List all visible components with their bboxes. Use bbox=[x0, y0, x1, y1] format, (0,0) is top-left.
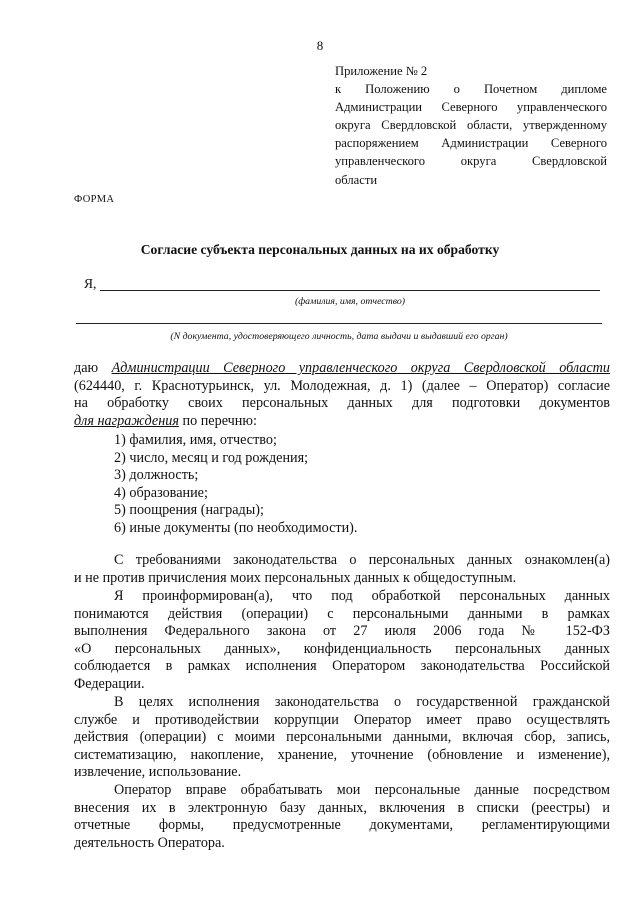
consent-paragraph bbox=[74, 360, 610, 430]
form-label: ФОРМА bbox=[74, 194, 115, 205]
appendix-line: к Положению о Почетном дипломе bbox=[335, 82, 607, 97]
list-item: 2) число, месяц и год рождения; bbox=[114, 449, 309, 466]
appendix-line: округа Свердловской области, утвержденному bbox=[335, 118, 607, 133]
paragraph-anticorruption bbox=[74, 694, 610, 782]
name-fill-line[interactable] bbox=[100, 290, 600, 291]
paragraph-line: действия (операции) с моими персональными данными, включая сбор, запись, bbox=[74, 729, 610, 746]
consent-line: (624440, г. Краснотурьинск, ул. Молодежная, д. 1) (далее – Оператор) согласие bbox=[74, 377, 610, 394]
paragraph-line: выполнения Федерального закона от 27 июля 2006 года № 152-ФЗ bbox=[74, 623, 610, 640]
consent-verb: даю bbox=[74, 360, 99, 376]
paragraph-informed bbox=[74, 588, 610, 694]
paragraph-line: Оператор вправе обрабатывать мои персональные данные посредством bbox=[114, 782, 610, 798]
paragraph-line: систематизацию, накопление, хранение, уточнение (обновление и изменение), bbox=[74, 746, 610, 763]
consent-purpose: для награждения bbox=[74, 412, 179, 429]
paragraph-line: деятельность Оператора. bbox=[74, 834, 225, 851]
paragraph-line: «О персональных данных», конфиденциальность персональных данных bbox=[74, 640, 610, 657]
consent-line: на обработку своих персональных данных для подготовки документов bbox=[74, 395, 610, 412]
appendix-line: Приложение № 2 bbox=[335, 64, 428, 78]
consent-line: по перечню: bbox=[182, 412, 257, 429]
page-number: 8 bbox=[316, 38, 324, 53]
list-item: 4) образование; bbox=[114, 484, 208, 501]
name-caption: (фамилия, имя, отчество) bbox=[294, 296, 406, 307]
list-item: 1) фамилия, имя, отчество; bbox=[114, 432, 277, 448]
appendix-block bbox=[335, 62, 607, 189]
paragraph-line: службе и противодействии коррупции Оператор имеет право осуществлять bbox=[74, 711, 610, 728]
paragraph-line: С требованиями законодательства о персональных данных ознакомлен(а) bbox=[114, 552, 610, 568]
list-item: 6) иные документы (по необходимости). bbox=[114, 519, 358, 536]
applicant-prefix: Я, bbox=[84, 276, 97, 291]
document-caption: (N документа, удостоверяющего личность, дата выдачи и выдавший его орган) bbox=[170, 331, 508, 342]
paragraph-database bbox=[74, 782, 610, 852]
paragraph-line: и не против причисления моих персональных данных к общедоступным. bbox=[74, 569, 517, 586]
appendix-line: Администрации Северного управленческого bbox=[335, 100, 607, 115]
document-fill-line[interactable] bbox=[76, 323, 602, 324]
document-title: Согласие субъекта персональных данных на их обработку bbox=[140, 242, 500, 257]
paragraph-line: Я проинформирован(а), что под обработкой персональных данных bbox=[114, 588, 610, 604]
paragraph-line: отчетные формы, предусмотренные документами, регламентирующими bbox=[74, 817, 610, 834]
appendix-line: области bbox=[335, 172, 378, 187]
paragraph-line: В целях исполнения законодательства о государственной гражданской bbox=[114, 694, 610, 710]
paragraph-line: понимаются действия (операции) с персональными данными в рамках bbox=[74, 605, 610, 622]
paragraph-line: внесения их в электронную базу данных, включения в списки (реестры) и bbox=[74, 799, 610, 816]
appendix-line: распоряжением Администрации Северного bbox=[335, 136, 607, 151]
appendix-line: управленческого округа Свердловской bbox=[335, 154, 607, 169]
operator-name: Администрации Северного управленческого округа Свердловской области bbox=[111, 360, 610, 376]
list-item: 3) должность; bbox=[114, 467, 199, 484]
paragraph-line: соблюдается в рамках исполнения Оператором законодательства Российской bbox=[74, 658, 610, 675]
paragraph-line: Федерации. bbox=[74, 675, 145, 692]
paragraph-acknowledge bbox=[74, 552, 610, 587]
list-item: 5) поощрения (награды); bbox=[114, 502, 264, 519]
data-list bbox=[114, 432, 357, 538]
paragraph-line: извлечение, использование. bbox=[74, 764, 242, 781]
